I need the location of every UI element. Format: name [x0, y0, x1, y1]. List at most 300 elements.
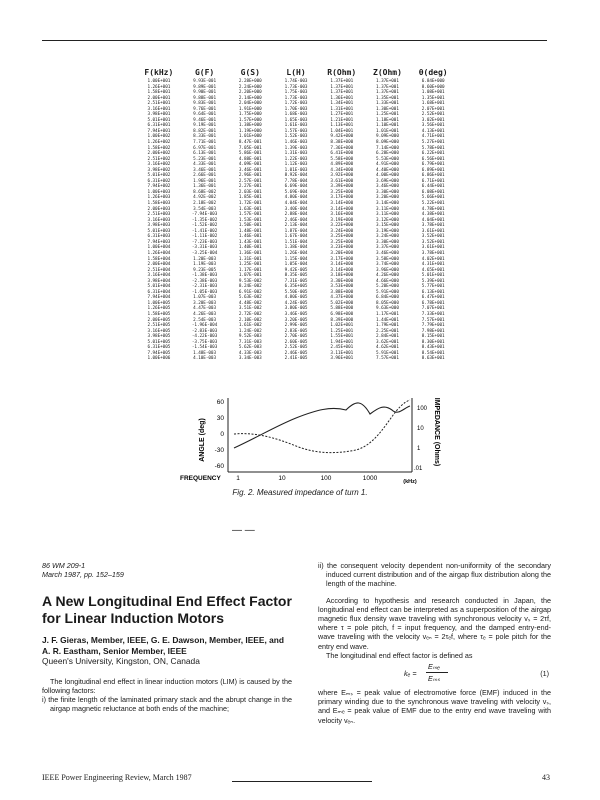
table-cell: 1.37E+001 [376, 84, 399, 90]
table-cell: 2.51E+005 [147, 323, 171, 329]
table-cell: 6.35E+005 [284, 284, 308, 290]
table-cell: 2.13E-004 [284, 223, 308, 229]
table-cell: 8.15E+001 [421, 334, 445, 340]
table-cell: 1.46E-003 [284, 140, 308, 146]
table-cell: 1.26E+001 [147, 84, 171, 90]
table-cell: 6.28E+000 [376, 151, 399, 157]
table-cell: 1.00E+005 [147, 300, 171, 306]
abstract-paragraph: The longitudinal end effect in linear induction motors (LIM) is caused by the following factors: [42, 676, 292, 695]
table-header-cell: F(kHz) [144, 68, 174, 77]
table-cell: 4.62E+001 [376, 345, 399, 351]
table-cell: 1.34E+001 [330, 101, 354, 107]
table-cell: 3.52E+001 [421, 239, 445, 245]
table-cell: 1.00E+001 [147, 79, 171, 84]
journal-name: IEEE Power Engineering Review, March 1987 [42, 773, 192, 782]
table-cell: 4.37E+000 [330, 295, 354, 301]
table-cell: 8.24E-002 [238, 284, 262, 290]
table-cell: 1.40E-001 [238, 245, 262, 251]
table-cell: 3.16E+004 [147, 273, 171, 279]
table-cell: 5.88E+000 [330, 306, 354, 312]
table-cell: 6.31E+005 [147, 345, 171, 351]
paper-number: 86 WM 209-1 [42, 561, 86, 570]
table-cell: -1.41E-002 [191, 228, 218, 234]
table-cell: -1.96E-004 [191, 323, 218, 329]
table-cell: 3.14E+000 [330, 206, 354, 212]
table-cell: 9.64E-001 [193, 112, 216, 118]
table-cell: 3.54E-003 [193, 206, 216, 212]
table-cell: 6.97E-001 [193, 145, 216, 151]
table-cell: 7.31E-005 [284, 278, 308, 284]
table-cell: 4.10E-003 [193, 356, 216, 362]
table-cell: 3.17E+000 [330, 256, 354, 262]
table-cell: 1.73E-003 [284, 84, 308, 90]
table-cell: 3.98E+004 [147, 278, 171, 284]
table-cell: 5.53E+000 [376, 156, 399, 162]
plot-left-label: ANGLE (deg) [199, 418, 206, 462]
table-cell: 8.30E+001 [421, 339, 445, 345]
table-cell: 6.69E-004 [284, 184, 308, 190]
table-cell: 2.88E-004 [284, 212, 308, 218]
table-cell: 1.07E-003 [193, 295, 216, 301]
table-cell: 1.37E+001 [330, 79, 354, 84]
table-cell: 1.43E-001 [238, 239, 262, 245]
table-cell: 1.68E+001 [421, 101, 445, 107]
table-cell: 1.07E-001 [238, 273, 262, 279]
table-cell: 2.07E+001 [421, 106, 445, 112]
right-tick-10: 10 [417, 426, 424, 432]
table-cell: 1.31E-001 [238, 256, 262, 262]
table-cell: 1.57E-003 [284, 128, 308, 134]
table-cell: 3.16E+005 [147, 328, 171, 334]
table-cell: 5.23E-001 [193, 156, 216, 162]
table-cell: 3.61E+000 [330, 178, 354, 184]
angle-curve [234, 403, 410, 448]
table-cell: 5.63E-002 [238, 295, 262, 301]
table-cell: 1.01E+001 [376, 128, 399, 134]
table-cell: 1.04E+001 [330, 128, 354, 134]
table-cell: 3.16E+001 [147, 106, 171, 112]
definition-lead: The longitudinal end effect factor is defined as [326, 650, 473, 660]
impedance-plot [180, 388, 446, 488]
table-cell: 5.50E-005 [284, 289, 308, 295]
table-cell: 3.16E+002 [147, 162, 171, 168]
table-cell: -2.83E-003 [191, 328, 218, 334]
table-cell: 1.38E-004 [284, 245, 308, 251]
table-cell: 7.79E+001 [421, 323, 445, 329]
table-cell: 1.68E-003 [284, 112, 308, 118]
table-cell: 2.45E+001 [330, 345, 354, 351]
table-cell: 2.10E-002 [238, 317, 262, 323]
article-authors: J. F. Gieras, Member, IEEE, G. E. Dawson, Member, IEEE, and A. R. Eastham, Senior Member, IEEE [42, 635, 285, 656]
table-cell: 1.19E-003 [193, 262, 216, 268]
table-cell: 7.57E+001 [421, 317, 445, 323]
table-cell: 8.33E-001 [193, 134, 216, 140]
table-cell: 4.78E+001 [421, 206, 445, 212]
table-cell: 2.00E+004 [147, 262, 171, 268]
table-cell: 6.84E+000 [421, 79, 445, 84]
table-cell: 1.33E+001 [376, 101, 399, 107]
table-cell: -1.35E-002 [191, 217, 218, 223]
table-cell: 2.51E+001 [147, 101, 171, 107]
table-cell: 3.96E+000 [376, 267, 399, 273]
table-cell: 1.25E+001 [330, 328, 354, 334]
table-cell: -1.05E-003 [191, 289, 218, 295]
table-cell: 6.13E-001 [193, 151, 216, 157]
table-cell: 3.46E+000 [376, 184, 399, 190]
table-cell: 2.00E+001 [147, 95, 171, 101]
table-cell: 9.88E-001 [193, 95, 216, 101]
table-cell: 3.17E+000 [330, 195, 354, 201]
table-cell: 1.37E+001 [330, 84, 354, 90]
table-cell: 3.30E+000 [330, 278, 354, 284]
table-cell: -3.25E-004 [191, 250, 218, 256]
table-cell: 5.01E+003 [147, 228, 171, 234]
top-rule [42, 40, 547, 41]
table-cell: 3.20E-005 [284, 317, 308, 323]
table-cell: 8.05E+000 [376, 300, 399, 306]
table-cell: 3.11E+000 [376, 206, 399, 212]
table-cell: 7.57E+001 [376, 356, 399, 362]
table-cell: 4.34E+000 [330, 167, 354, 173]
left-tick-neg30: -30 [214, 447, 224, 454]
table-cell: 3.40E-004 [284, 206, 308, 212]
table-cell: 1.19E+000 [238, 128, 262, 134]
fraction-bar [426, 672, 448, 673]
table-cell: 6.22E+001 [421, 151, 445, 157]
table-cell: 1.20E-003 [193, 256, 216, 262]
table-cell: 1.26E+003 [147, 195, 171, 201]
table-cell: 4.65E+001 [421, 267, 445, 273]
table-cell: 2.25E+001 [376, 328, 399, 334]
table-cell: 3.19E+000 [330, 217, 354, 223]
table-cell: 2.83E-005 [284, 328, 308, 334]
table-cell: 1.94E+001 [330, 339, 354, 345]
table-cell: 6.44E+001 [421, 184, 445, 190]
table-cell: 7.78E-004 [284, 178, 308, 184]
table-header [136, 68, 456, 77]
left-tick-30: 30 [216, 415, 224, 422]
article-title: A New Longitudinal End Effect Factor for Linear Induction Motors [42, 593, 292, 627]
table-cell: 1.75E-003 [284, 90, 308, 96]
table-cell: 1.58E+004 [147, 256, 171, 262]
table-cell: 5.69E-004 [284, 189, 308, 195]
table-cell: 6.71E+001 [421, 178, 445, 184]
table-cell: 2.84E+001 [376, 334, 399, 340]
table-cell: 8.09E+000 [376, 140, 399, 146]
table-cell: 3.61E+001 [421, 245, 445, 251]
table-cell: 2.04E+000 [238, 101, 262, 107]
table-cell: 4.26E-003 [193, 311, 216, 317]
table-cell: 3.88E+000 [330, 289, 354, 295]
table-header-cell: R(Ohm) [327, 68, 357, 77]
table-cell: 4.02E+001 [421, 256, 445, 262]
table-cell: 3.98E+005 [147, 334, 171, 340]
table-cell: 1.10E+001 [376, 123, 399, 129]
table-cell: -1.11E-002 [191, 234, 218, 240]
table-cell: -1.54E-003 [191, 345, 218, 351]
table-cell: 1.36E-001 [193, 184, 216, 190]
table-cell: 5.91E+000 [376, 289, 399, 295]
equation-number: (1) [540, 669, 549, 679]
table-cell: 6.31E+001 [147, 123, 171, 129]
plot-right-label: IMPEDANCE (Ohms) [433, 397, 440, 467]
table-cell: 1.31E+001 [330, 106, 354, 112]
table-cell: 1.31E-003 [284, 151, 308, 157]
table-cell: 3.16E+003 [147, 217, 171, 223]
table-cell: 3.18E+000 [330, 273, 354, 279]
table-cell: 1.30E+001 [376, 106, 399, 112]
table-cell: 1.72E-003 [284, 101, 308, 107]
table-cell: 1.26E+005 [147, 306, 171, 312]
article-affiliation: Queen's University, Kingston, ON, Canada [42, 656, 200, 667]
table-cell: 4.89E+000 [330, 162, 354, 168]
hypothesis-paragraph: According to hypothesis and research conducted in Japan, the longitudinal end effect can be interpreted as a superposition of the airgap magnetic flux density wave traveling with synchronous velocity vₛ = 2τf, where τ = pole pitch, f = input frequency, and the damped entry-end-wave traveling with the velocity vₑₙ = 2τₑf, where τₑ = pole pitch for the entry end wave. [318, 595, 551, 651]
table-cell: 1.73E-003 [284, 95, 308, 101]
table-cell: 3.11E+000 [376, 212, 399, 218]
table-cell: 3.78E+001 [421, 250, 445, 256]
table-cell: 3.74E+000 [376, 262, 399, 268]
table-cell: 4.04E+001 [421, 217, 445, 223]
table-header-cell: G(S) [240, 68, 260, 77]
table-row [136, 356, 456, 362]
table-cell: 8.39E+000 [330, 317, 354, 323]
table-cell: 7.94E+003 [147, 239, 171, 245]
table-cell: 2.60E-005 [284, 339, 308, 345]
table-cell: 7.98E+001 [421, 328, 445, 334]
table-cell: 1.35E+001 [421, 95, 445, 101]
table-cell: 1.37E+001 [376, 79, 399, 84]
table-cell: 3.92E+000 [330, 173, 354, 179]
x-tick-10: 10 [278, 475, 286, 482]
table-cell: 9.23E-005 [193, 267, 216, 273]
table-cell: -1.38E-003 [191, 273, 218, 279]
table-cell: 2.51E+002 [147, 156, 171, 162]
table-cell: 4.40E+000 [376, 167, 399, 173]
table-cell: 1.48E-003 [193, 350, 216, 356]
table-cell: 6.31E+003 [147, 234, 171, 240]
table-cell: 3.14E+000 [376, 201, 399, 207]
table-cell: 6.98E+000 [330, 311, 354, 317]
table-cell: 5.02E+000 [330, 300, 354, 306]
table-cell: 1.39E-003 [284, 145, 308, 151]
table-cell: 3.52E+001 [421, 234, 445, 240]
table-cell: 3.80E-005 [284, 306, 308, 312]
table-cell: 2.27E-001 [238, 184, 262, 190]
table-cell: 6.41E+000 [330, 151, 354, 157]
table-cell: 3.98E+003 [147, 223, 171, 229]
table-cell: 1.22E-003 [284, 156, 308, 162]
table-cell: 1.36E+001 [330, 95, 354, 101]
table-cell: 5.27E+001 [421, 140, 445, 146]
table-cell: 7.94E+004 [147, 295, 171, 301]
table-cell: 3.02E+001 [421, 117, 445, 123]
table-cell: 6.31E+004 [147, 289, 171, 295]
table-cell: 1.58E+003 [147, 201, 171, 207]
table-cell: 1.26E+004 [147, 250, 171, 256]
table-cell: 2.66E-001 [193, 173, 216, 179]
table-cell: 9.89E-001 [193, 84, 216, 90]
table-cell: 1.87E-004 [284, 228, 308, 234]
table-cell: -1.52E-002 [191, 223, 218, 229]
table-cell: 3.39E+000 [330, 184, 354, 190]
table-cell: 2.24E+000 [238, 84, 262, 90]
table-cell: 2.46E-005 [284, 350, 308, 356]
table-cell: 6.79E+001 [421, 162, 445, 168]
table-cell: 3.37E+000 [376, 245, 399, 251]
table-cell: 3.30E+000 [376, 239, 399, 245]
table-cell: 9.42E+000 [330, 134, 354, 140]
table-cell: 1.38E+000 [238, 123, 262, 129]
impedance-plot-svg [180, 388, 446, 488]
table-cell: 1.96E-001 [193, 178, 216, 184]
table-cell: 3.24E+000 [330, 228, 354, 234]
table-cell: 6.56E+001 [421, 156, 445, 162]
table-cell: 4.80E-005 [284, 295, 308, 301]
table-cell: 3.78E+001 [421, 223, 445, 229]
table-cell: 6.13E+001 [421, 289, 445, 295]
table-cell: 9.42E-005 [284, 267, 308, 273]
table-cell: 2.52E-005 [284, 345, 308, 351]
table-cell: 9.46E-001 [193, 117, 216, 123]
table-cell: 7.94E+001 [147, 128, 171, 134]
table-cell: 3.20E+000 [330, 250, 354, 256]
table-cell: 1.51E-004 [284, 239, 308, 245]
table-cell: 2.57E-001 [238, 178, 262, 184]
table-cell: 9.09E+000 [376, 134, 399, 140]
table-cell: 8.43E+001 [421, 345, 445, 351]
table-cell: 2.72E-002 [238, 311, 262, 317]
table-cell: 4.09E-001 [238, 162, 262, 168]
table-cell: 1.57E-001 [238, 212, 262, 218]
table-cell: 2.18E-002 [193, 201, 216, 207]
table-cell: 4.00E+000 [376, 173, 399, 179]
table-cell: 1.17E-001 [238, 267, 262, 273]
table-cell: 1.00E+004 [147, 245, 171, 251]
table-cell: 1.36E-001 [238, 250, 262, 256]
table-cell: 3.58E+000 [376, 256, 399, 262]
table-cell: 1.00E+002 [147, 134, 171, 140]
table-cell: 2.14E+000 [238, 95, 262, 101]
table-cell: 4.33E-003 [238, 350, 262, 356]
x-tick-100: 100 [320, 475, 332, 482]
table-cell: 5.01E+005 [147, 339, 171, 345]
table-cell: 4.24E-005 [284, 300, 308, 306]
table-cell: 4.48E-002 [238, 300, 262, 306]
page-number: 43 [542, 773, 550, 782]
table-cell: 1.79E+001 [376, 323, 399, 329]
table-cell: 1.70E-003 [284, 106, 308, 112]
table-cell: -3.75E-003 [191, 339, 218, 345]
table-cell: 2.70E-005 [284, 334, 308, 340]
table-cell: 8.60E+000 [421, 84, 445, 90]
table-cell: 4.80E-004 [284, 195, 308, 201]
left-tick-60: 60 [216, 399, 224, 406]
table-cell: -2.31E-003 [191, 284, 218, 290]
table-cell: 1.01E-003 [284, 167, 308, 173]
table-cell: 3.46E+000 [376, 250, 399, 256]
table-cell: 9.83E-001 [193, 101, 216, 107]
table-cell: 1.61E-003 [284, 123, 308, 129]
table-cell: 2.54E-003 [193, 317, 216, 323]
table-cell: 5.01E+004 [147, 284, 171, 290]
table-cell: 6.08E+001 [421, 189, 445, 195]
table-cell: 4.13E+001 [421, 128, 445, 134]
table-cell: 3.20E+000 [376, 195, 399, 201]
figure-caption: Fig. 2. Measured impedance of turn 1. [232, 488, 368, 497]
table-cell: 3.25E+000 [330, 189, 354, 195]
table-cell: 5.01E+001 [421, 273, 445, 279]
table-cell: 7.94E+002 [147, 184, 171, 190]
table-cell: 7.94E+005 [147, 350, 171, 356]
table-cell: 5.01E+002 [147, 173, 171, 179]
table-cell: 5.58E+000 [330, 156, 354, 162]
table-cell: 3.23E+000 [330, 245, 354, 251]
table-cell: 3.14E+000 [330, 262, 354, 268]
equation-denominator: Eₘₛ [428, 674, 440, 684]
table-cell: 4.31E+001 [421, 262, 445, 268]
equation-numerator: Eₘₑ [428, 662, 441, 672]
table-cell: 9.93E-001 [193, 79, 216, 84]
table-cell: 2.28E+000 [238, 79, 262, 84]
footer-rule [232, 781, 372, 782]
table-cell: 4.38E+001 [421, 212, 445, 218]
table-cell: 4.33E-001 [193, 162, 216, 168]
impedance-curve [234, 400, 410, 453]
table-cell: 1.17E+001 [376, 311, 399, 317]
table-cell: 3.19E+000 [376, 228, 399, 234]
table-cell: -2.38E-003 [191, 278, 218, 284]
table-cell: 2.51E+003 [147, 212, 171, 218]
table-cell: 1.25E+001 [376, 112, 399, 118]
table-cell: 2.51E+004 [147, 267, 171, 273]
x-axis-unit: (kHz) [403, 479, 417, 485]
table-cell: 2.00E+003 [147, 206, 171, 212]
table-cell: 3.14E+000 [330, 267, 354, 273]
table-cell: 4.88E-001 [238, 156, 262, 162]
table-cell: 5.62E-003 [238, 345, 262, 351]
left-column [42, 561, 292, 713]
table-cell: 3.98E+002 [147, 167, 171, 173]
table-cell: 1.37E+001 [330, 90, 354, 96]
table-cell: 1.75E+000 [238, 112, 262, 118]
table-cell: 4.71E+001 [421, 134, 445, 140]
table-cell: 7.07E+001 [421, 306, 445, 312]
table-header-cell: G(F) [194, 68, 215, 77]
table-header-cell: θ(deg) [418, 68, 448, 77]
table-body [136, 79, 456, 362]
right-column [318, 561, 551, 725]
equation-1 [318, 660, 551, 688]
table-cell: 1.18E+001 [376, 117, 399, 123]
table-cell: 3.56E+001 [421, 123, 445, 129]
table-cell: 8.54E+001 [421, 350, 445, 356]
factor-item-ii: ii) the consequent velocity dependent non-uniformity of the secondary induced current distribution and of the airgap flux distribution along the length of the machine. [318, 561, 551, 589]
table-cell: 8.38E+000 [330, 140, 354, 146]
table-cell: 3.34E-003 [238, 356, 262, 362]
table-cell: 6.47E+001 [421, 295, 445, 301]
table-cell: 8.82E-001 [193, 128, 216, 134]
table-cell: 1.58E+002 [147, 145, 171, 151]
equation-lhs: kₑ = [404, 669, 417, 679]
right-tick-100: 100 [417, 406, 428, 412]
table-cell: 1.52E-003 [284, 134, 308, 140]
table-cell: 1.48E-001 [238, 228, 262, 234]
table-cell: 9.19E-001 [193, 123, 216, 129]
table-cell: 3.96E+001 [330, 356, 354, 362]
table-cell: 1.15E-004 [284, 256, 308, 262]
table-cell: 1.01E+000 [238, 134, 262, 140]
table-cell: 4.26E+000 [376, 273, 399, 279]
